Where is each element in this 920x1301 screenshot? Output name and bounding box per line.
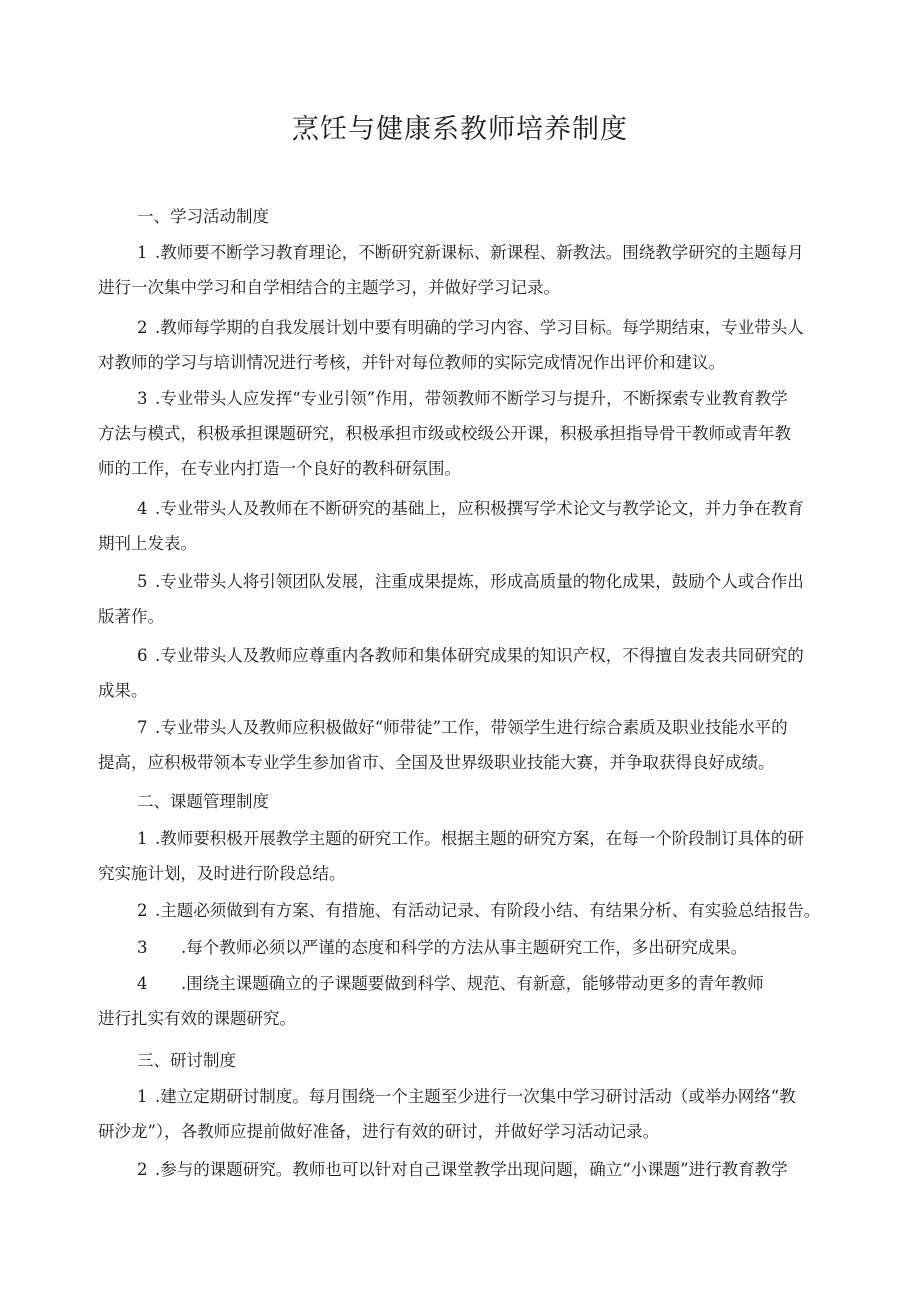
item-line: 4 .围绕主课题确立的子课题要做到科学、规范、有新意，能够带动更多的青年教师: [137, 974, 764, 993]
study-item-3: [98, 381, 826, 486]
item-line: 提高，应积极带领本专业学生参加省市、全国及世界级职业技能大赛，并争取获得良好成绩。: [98, 753, 775, 772]
item-line: 1 .教师要积极开展教学主题的研究工作。根据主题的研究方案，在每一个阶段制订具体的研: [137, 829, 804, 848]
seminar-item-2: [98, 1152, 826, 1187]
item-line: 3 .专业带头人应发挥“专业引领”作用，带领教师不断学习与提升，不断探索专业教育教学: [137, 389, 788, 408]
item-line: 4 .专业带头人及教师在不断研究的基础上，应积极撰写学术论文与教学论文，并力争在教育: [137, 499, 804, 518]
item-line: 师的工作，在专业内打造一个良好的教科研氛围。: [98, 459, 461, 478]
item-line: 成果。: [98, 681, 148, 700]
item-line: 进行一次集中学习和自学相结合的主题学习，并做好学习记录。: [98, 278, 560, 297]
project-item-4: [98, 966, 826, 1036]
item-line: 2 .教师每学期的自我发展计划中要有明确的学习内容、学习目标。每学期结束，专业带头人: [137, 318, 804, 337]
section-heading-seminar: 三、研讨制度: [137, 1051, 236, 1070]
project-item-2: [98, 893, 826, 928]
item-line: 1 .建立定期研讨制度。每月围绕一个主题至少进行一次集中学习研讨活动（或举办网络“教: [137, 1087, 796, 1106]
item-line: 2 .主题必须做到有方案、有措施、有活动记录、有阶段小结、有结果分析、有实验总结报告。: [137, 901, 821, 920]
document-title: 烹饪与健康系教师培养制度: [292, 114, 628, 145]
section-heading-project: 二、课题管理制度: [137, 792, 269, 811]
item-line: 进行扎实有效的课题研究。: [98, 1009, 296, 1028]
item-line: 7 .专业带头人及教师应积极做好“师带徒”工作，带领学生进行综合素质及职业技能水平的: [137, 718, 788, 737]
study-item-7: [98, 710, 826, 780]
item-line: 5 .专业带头人将引领团队发展，注重成果提炼，形成高质量的物化成果，鼓励个人或合作出: [137, 572, 804, 591]
study-item-1: [98, 235, 826, 305]
item-line: 期刊上发表。: [98, 534, 197, 553]
item-line: 究实施计划，及时进行阶段总结。: [98, 864, 346, 883]
project-item-1: [98, 821, 826, 891]
study-item-2: [98, 310, 826, 380]
item-line: 版著作。: [98, 607, 164, 626]
study-item-5: [98, 564, 826, 634]
item-line: 对教师的学习与培训情况进行考核，并针对每位教师的实际完成情况作出评价和建议。: [98, 353, 725, 372]
item-line: 方法与模式，积极承担课题研究，积极承担市级或校级公开课，积极承担指导骨干教师或青年教: [98, 424, 791, 443]
item-line: 1 .教师要不断学习教育理论，不断研究新课标、新课程、新教法。围绕教学研究的主题每月: [137, 243, 804, 262]
study-item-4: [98, 491, 826, 561]
seminar-item-1: [98, 1079, 826, 1149]
item-line: 研沙龙”），各教师应提前做好准备，进行有效的研讨，并做好学习活动记录。: [98, 1122, 660, 1141]
study-item-6: [98, 638, 826, 708]
project-item-3: [98, 930, 826, 965]
item-line: 6 .专业带头人及教师应尊重内各教师和集体研究成果的知识产权，不得擅自发表共同研究的: [137, 646, 804, 665]
item-line: 2 .参与的课题研究。教师也可以针对自己课堂教学出现问题，确立“小课题”进行教育教学: [137, 1160, 788, 1179]
section-heading-study: 一、学习活动制度: [137, 207, 269, 226]
item-line: 3 .每个教师必须以严谨的态度和科学的方法从事主题研究工作，多出研究成果。: [137, 938, 748, 957]
